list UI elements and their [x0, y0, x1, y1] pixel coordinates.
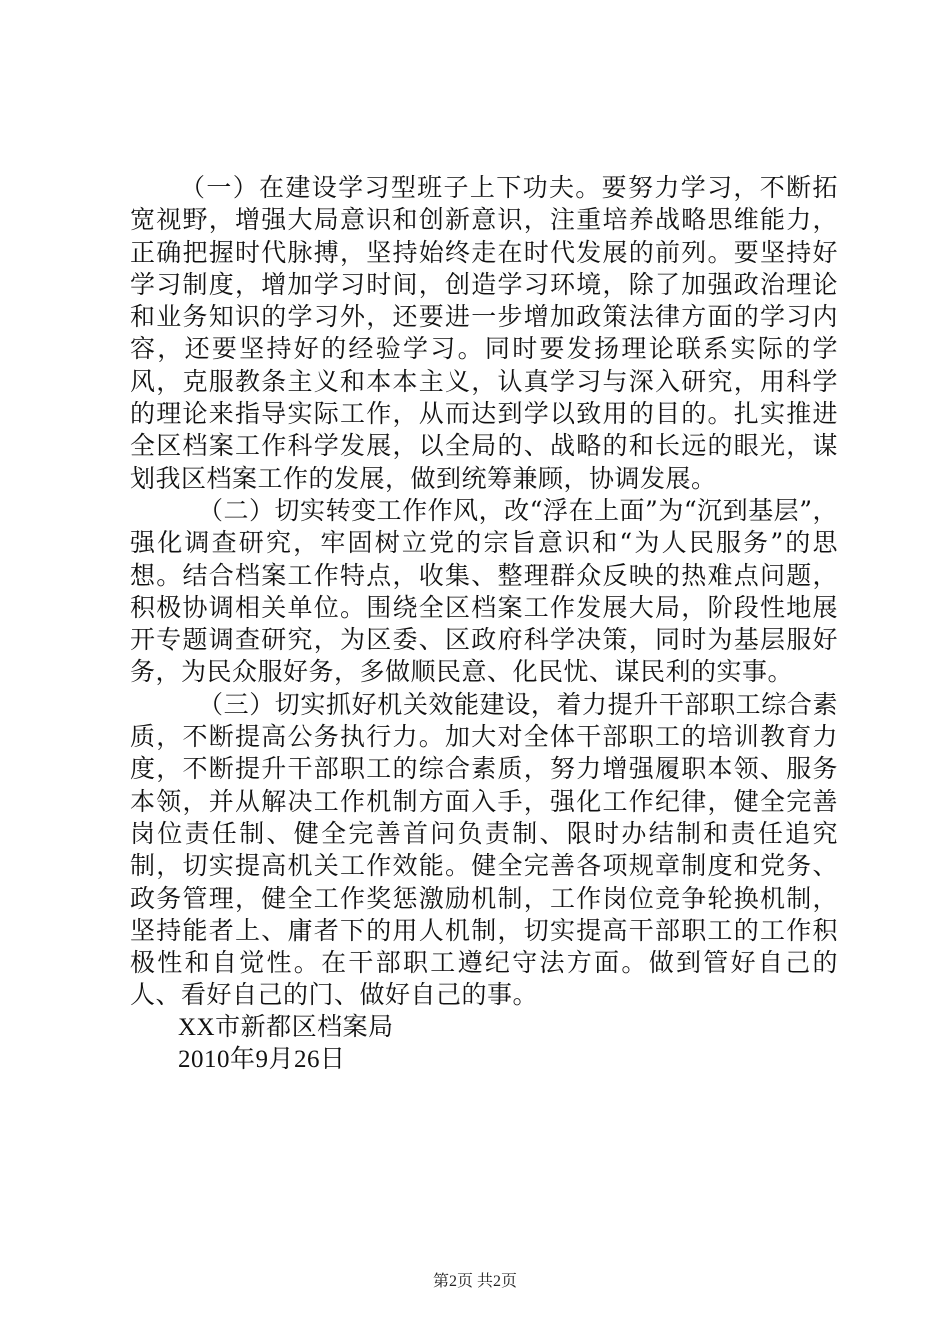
- signature-date: 2010年9月26日: [178, 1046, 346, 1074]
- paragraph-1: （一）在建设学习型班子上下功夫。要努力学习，不断拓宽视野，增强大局意识和创新意识，注重培养战略思维能力，正确把握时代脉搏，坚持始终走在时代发展的前列。要坚持好学习制度，增加学习时间，创造学习环境，除了加强政治理论和业务知识的学习外，还要进一步增加政策法律方面的学习内容，还要坚持好的经验学习。同时要发扬理论联系实际的学风，克服教条主义和本本主义，认真学习与深入研究，用科学的理论来指导实际工作，从而达到学以致用的目的。扎实推进全区档案工作科学发展，以全局的、战略的和长远的眼光，谋划我区档案工作的发展，做到统筹兼顾，协调发展。: [130, 173, 838, 493]
- signature-organization: XX市新都区档案局: [178, 1013, 394, 1041]
- document-body: [130, 172, 838, 1076]
- paragraph-3: （三）切实抓好机关效能建设，着力提升干部职工综合素质，不断提高公务执行力。加大对全体干部职工的培训教育力度，不断提升干部职工的综合素质，努力增强履职本领、服务本领，并从解决工作机制方面入手，强化工作纪律，健全完善岗位责任制、健全完善首问负责制、限时办结制和责任追究制，切实提高机关工作效能。健全完善各项规章制度和党务、政务管理，健全工作奖惩激励机制，工作岗位竞争轮换机制，坚持能者上、庸者下的用人机制，切实提高干部职工的工作积极性和自觉性。在干部职工遵纪守法方面。做到管好自己的人、看好自己的门、做好自己的事。: [130, 689, 838, 1010]
- page-number-footer: 第2页 共2页: [432, 1273, 517, 1290]
- paragraph-2: （二）切实转变工作作风，改“浮在上面”为“沉到基层”，强化调查研究，牢固树立党的宗旨意识和“为人民服务”的思想。结合档案工作特点，收集、整理群众反映的热难点问题，积极协调相关单位。围绕全区档案工作发展大局，阶段性地展开专题调查研究，为区委、区政府科学决策，同时为基层服好务，为民众服好务，多做顺民意、化民忧、谋民利的实事。: [130, 495, 838, 687]
